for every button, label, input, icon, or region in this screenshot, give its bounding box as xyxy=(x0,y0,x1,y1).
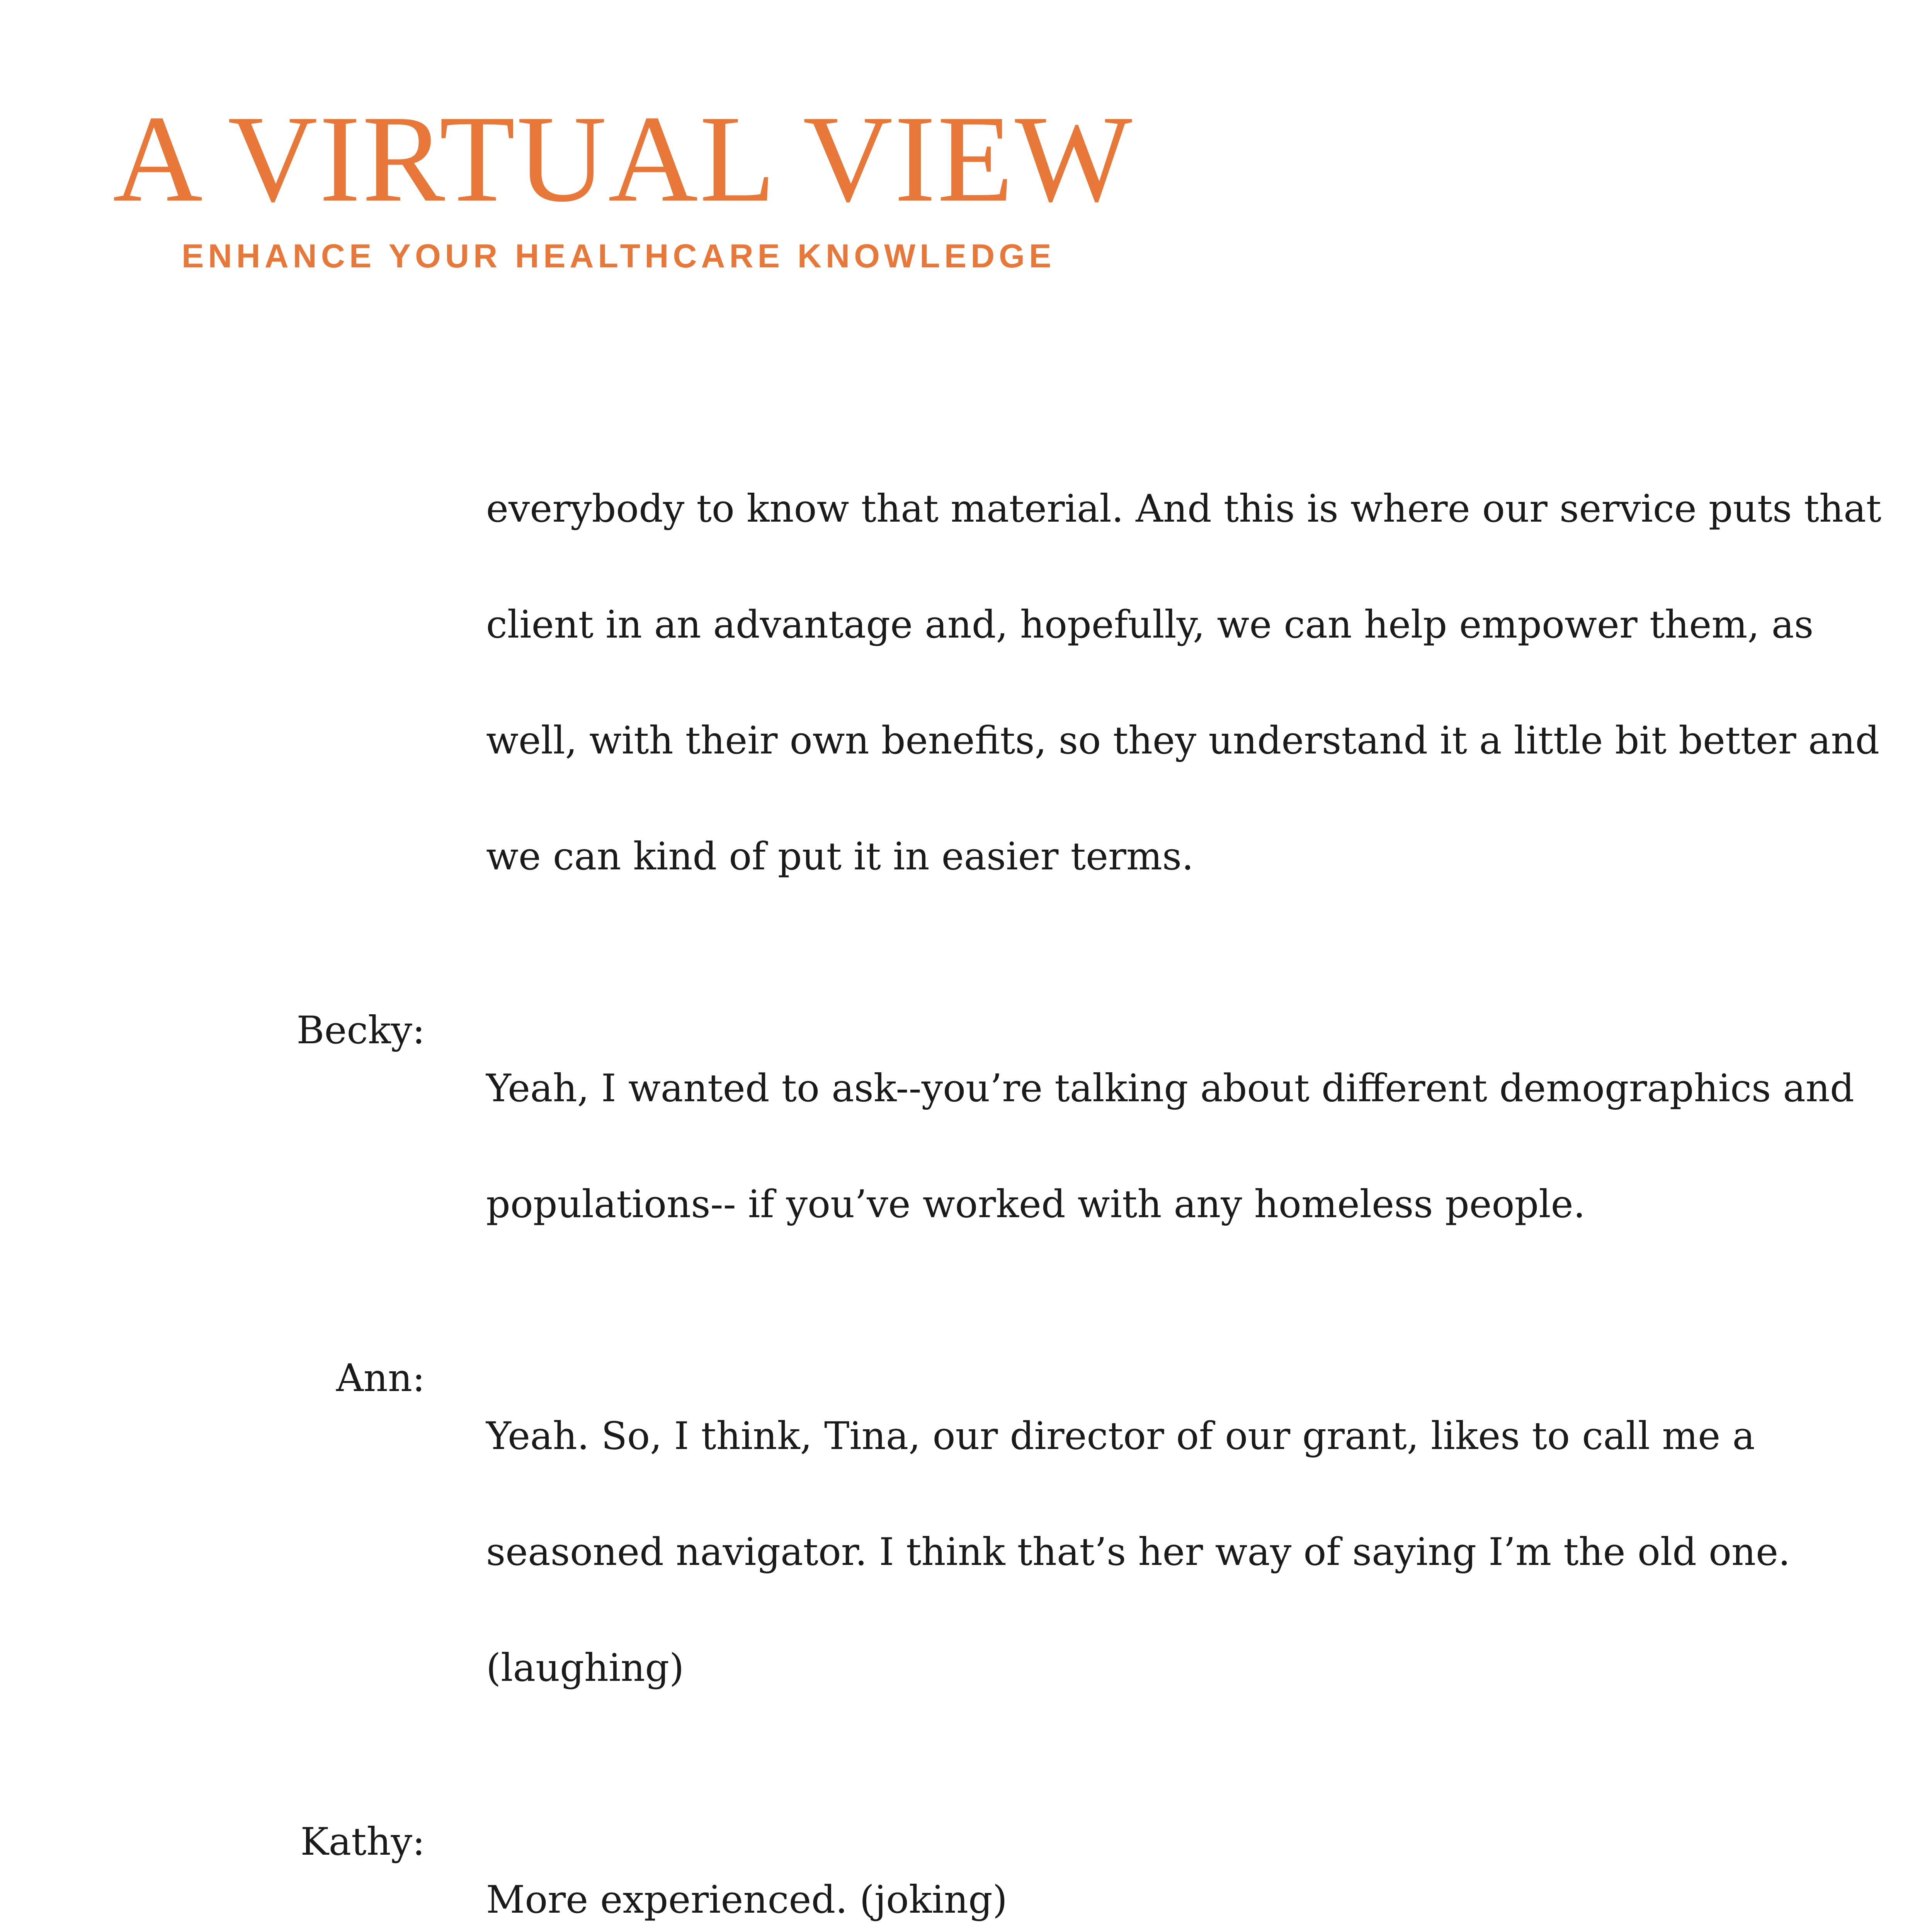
transcript-entry xyxy=(0,1002,1932,1291)
utterance-line: seasoned navigator. I think that’s her way of saying I’m the old one. xyxy=(486,1530,1791,1574)
utterance-line: Yeah, I wanted to ask--you’re talking about different demographics and xyxy=(486,1066,1854,1111)
document-title: A VIRTUAL VIEW xyxy=(113,90,1134,228)
utterance xyxy=(486,1002,1854,1291)
transcript-entry xyxy=(0,422,1932,944)
utterance xyxy=(486,422,1881,944)
utterance-line: we can kind of put it in easier terms. xyxy=(486,835,1194,879)
utterance-line: More experienced. (joking) xyxy=(486,1878,1007,1922)
transcript-entry xyxy=(0,1349,1932,1755)
utterance xyxy=(486,1813,1800,1932)
transcript xyxy=(0,422,1932,1932)
speaker-label: Becky: xyxy=(296,1009,425,1053)
transcript-entry xyxy=(0,1813,1932,1932)
speaker-label: Ann: xyxy=(336,1356,425,1400)
utterance-line: populations-- if you’ve worked with any homeless people. xyxy=(486,1182,1585,1226)
utterance-line: everybody to know that material. And this is where our service puts that xyxy=(486,487,1881,531)
document-subtitle: ENHANCE YOUR HEALTHCARE KNOWLEDGE xyxy=(182,238,1056,275)
utterance xyxy=(486,1349,1800,1755)
utterance-line: client in an advantage and, hopefully, we can help empower them, as xyxy=(486,603,1814,647)
utterance-line: well, with their own benefits, so they understand it a little bit better and xyxy=(486,719,1880,763)
utterance-line: Yeah. So, I think, Tina, our director of our grant, likes to call me a xyxy=(486,1414,1755,1458)
speaker-label: Kathy: xyxy=(300,1820,425,1864)
utterance-line: (laughing) xyxy=(486,1646,684,1690)
